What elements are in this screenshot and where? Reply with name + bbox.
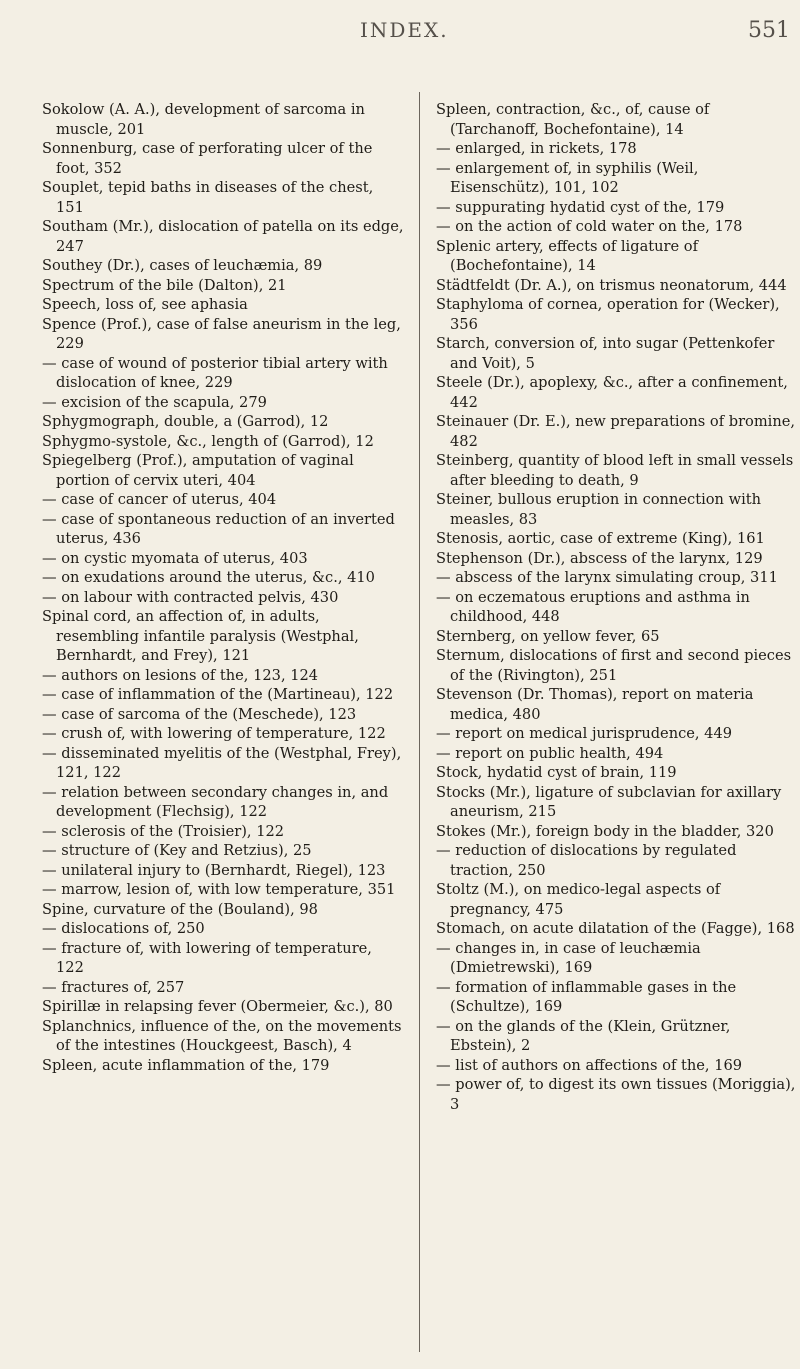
- column-divider: [419, 92, 420, 1352]
- page-header: [0, 14, 800, 50]
- index-entry: Spinal cord, an affection of, in adults, resembling infantile paralysis (Westphal, Bernhardt, and Frey), 121: [42, 608, 359, 664]
- index-subentry: — fracture of, with lowering of temperature, 122: [42, 939, 372, 976]
- index-entry: Sternberg, on yellow fever, 65: [436, 627, 660, 645]
- index-entry: Spleen, acute inflammation of the, 179: [42, 1056, 330, 1074]
- index-entry: Stomach, on acute dilatation of the (Fagge), 168: [436, 920, 795, 937]
- index-entry: Stokes (Mr.), foreign body in the bladder, 320: [436, 822, 774, 840]
- index-subentry: — crush of, with lowering of temperature, 122: [42, 725, 386, 742]
- index-entry: Southam (Mr.), dislocation of patella on its edge, 247: [42, 218, 404, 255]
- index-subentry: — reduction of dislocations by regulated traction, 250: [436, 842, 737, 879]
- index-subentry: — abscess of the larynx simulating croup, 311: [436, 569, 778, 586]
- index-entry: Spine, curvature of the (Bouland), 98: [42, 900, 318, 918]
- index-subentry: — on cystic myomata of uterus, 403: [42, 549, 308, 567]
- index-entry: Spirillæ in relapsing fever (Obermeier, &c.), 80: [42, 998, 393, 1015]
- index-subentry: — relation between secondary changes in, and development (Flechsig), 122: [42, 783, 389, 820]
- index-subentry: — enlargement of, in syphilis (Weil, Eisenschütz), 101, 102: [436, 159, 699, 196]
- index-entry: Souplet, tepid baths in diseases of the chest, 151: [42, 179, 374, 216]
- index-subentry: — marrow, lesion of, with low temperature, 351: [42, 881, 396, 898]
- index-subentry: — authors on lesions of the, 123, 124: [42, 666, 319, 684]
- index-entry: Spleen, contraction, &c., of, cause of (Tarchanoff, Bochefontaine), 14: [436, 101, 710, 138]
- index-entry: Spectrum of the bile (Dalton), 21: [42, 276, 287, 294]
- index-entry: Sonnenburg, case of perforating ulcer of the foot, 352: [42, 140, 373, 177]
- index-subentry: — on the glands of the (Klein, Grützner, Ebstein), 2: [436, 1017, 731, 1054]
- index-entry: Starch, conversion of, into sugar (Pettenkofer and Voit), 5: [436, 335, 775, 372]
- index-entry: Steinauer (Dr. E.), new preparations of bromine, 482: [436, 413, 796, 450]
- index-entry: Sternum, dislocations of first and second pieces of the (Rivington), 251: [436, 647, 792, 684]
- index-entry: Stevenson (Dr. Thomas), report on materia medica, 480: [436, 686, 754, 723]
- index-entry: Southey (Dr.), cases of leuchæmia, 89: [42, 257, 323, 274]
- index-subentry: — enlarged, in rickets, 178: [436, 140, 637, 157]
- index-entry: Speech, loss of, see aphasia: [42, 296, 248, 313]
- index-entry: Splanchnics, influence of the, on the movements of the intestines (Houckgeest, Basch), 4: [42, 1017, 402, 1054]
- index-subentry: — power of, to digest its own tissues (Moriggia), 3: [436, 1076, 796, 1113]
- index-subentry: — changes in, in case of leuchæmia (Dmietrewski), 169: [436, 939, 701, 976]
- index-subentry: — case of cancer of uterus, 404: [42, 491, 277, 508]
- index-entry: Sphygmograph, double, a (Garrod), 12: [42, 413, 329, 430]
- index-entry: Städtfeldt (Dr. A.), on trismus neonatorum, 444: [436, 276, 787, 294]
- index-entry: Steinberg, quantity of blood left in small vessels after bleeding to death, 9: [436, 452, 794, 489]
- index-entry: Steele (Dr.), apoplexy, &c., after a confinement, 442: [436, 374, 788, 411]
- index-entry: Steiner, bullous eruption in connection with measles, 83: [436, 491, 762, 528]
- index-subentry: — structure of (Key and Retzius), 25: [42, 842, 312, 859]
- index-subentry: — formation of inflammable gases in the (Schultze), 169: [436, 978, 737, 1015]
- index-subentry: — on exudations around the uterus, &c., 410: [42, 569, 375, 586]
- index-entry: Stephenson (Dr.), abscess of the larynx, 129: [436, 549, 763, 567]
- index-entry: Staphyloma of cornea, operation for (Wecker), 356: [436, 296, 780, 333]
- index-subentry: — disseminated myelitis of the (Westphal, Frey), 121, 122: [42, 744, 402, 781]
- index-subentry: — on eczematous eruptions and asthma in childhood, 448: [436, 588, 750, 625]
- index-column-right: [436, 100, 798, 1114]
- page-number: 551: [748, 18, 790, 43]
- index-entry: Sokolow (A. A.), development of sarcoma in muscle, 201: [42, 101, 365, 138]
- index-subentry: — dislocations of, 250: [42, 920, 205, 937]
- index-column-left: [42, 100, 404, 1075]
- index-subentry: — report on medical jurisprudence, 449: [436, 725, 733, 742]
- index-subentry: — case of inflammation of the (Martineau), 122: [42, 686, 394, 703]
- index-entry: Stenosis, aortic, case of extreme (King), 161: [436, 530, 765, 547]
- index-subentry: — case of spontaneous reduction of an inverted uterus, 436: [42, 510, 395, 547]
- index-entry: Spiegelberg (Prof.), amputation of vaginal portion of cervix uteri, 404: [42, 452, 354, 489]
- index-subentry: — on the action of cold water on the, 178: [436, 218, 743, 235]
- index-subentry: — fractures of, 257: [42, 978, 185, 996]
- index-entry: Spence (Prof.), case of false aneurism in the leg, 229: [42, 315, 401, 352]
- index-subentry: — on labour with contracted pelvis, 430: [42, 588, 339, 606]
- index-subentry: — report on public health, 494: [436, 744, 664, 762]
- index-subentry: — excision of the scapula, 279: [42, 393, 267, 411]
- index-subentry: — sclerosis of the (Troisier), 122: [42, 822, 285, 840]
- index-subentry: — unilateral injury to (Bernhardt, Riegel), 123: [42, 861, 386, 879]
- index-subentry: — case of sarcoma of the (Meschede), 123: [42, 705, 357, 723]
- index-entry: Stocks (Mr.), ligature of subclavian for axillary aneurism, 215: [436, 783, 782, 820]
- index-entry: Stoltz (M.), on medico-legal aspects of pregnancy, 475: [436, 881, 721, 918]
- index-entry: Splenic artery, effects of ligature of (Bochefontaine), 14: [436, 237, 698, 274]
- index-subentry: — case of wound of posterior tibial artery with dislocation of knee, 229: [42, 354, 388, 391]
- index-subentry: — list of authors on affections of the, 169: [436, 1056, 743, 1074]
- index-subentry: — suppurating hydatid cyst of the, 179: [436, 198, 725, 216]
- index-entry: Sphygmo-systole, &c., length of (Garrod), 12: [42, 432, 374, 450]
- running-title: INDEX.: [360, 18, 449, 42]
- index-entry: Stock, hydatid cyst of brain, 119: [436, 764, 677, 781]
